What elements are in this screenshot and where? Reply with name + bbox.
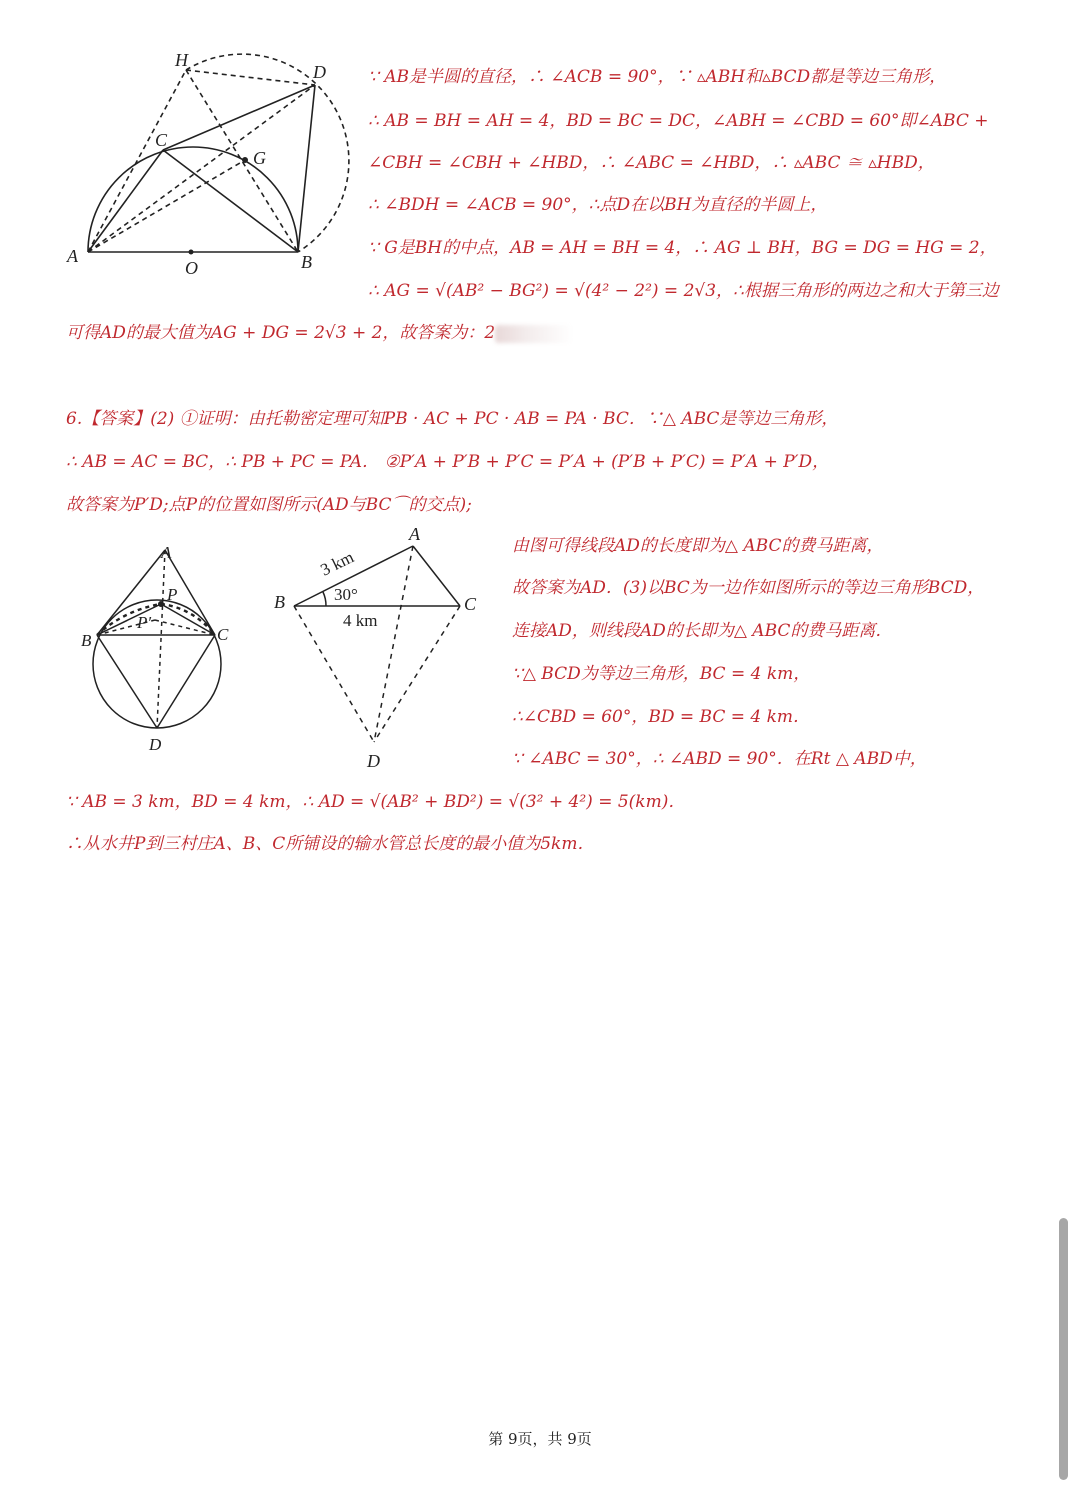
answer-heading-line: 6.【答案】(2) ①证明：由托勒密定理可知PB · AC + PC · AB = PA · BC．∵△ ABC是等边三角形， [66, 409, 839, 429]
label-A: A [67, 246, 78, 266]
scrollbar[interactable] [1059, 1218, 1068, 1480]
label-angle: 30° [334, 585, 358, 604]
text-line: ∵△ BCD为等边三角形，BC = 4 km， [512, 664, 811, 684]
answer-text: 可得AD的最大值为AG + DG = 2√3 + 2，故答案为：2 [66, 323, 496, 343]
label-D: D [313, 62, 326, 82]
label-P-prime: P′ [137, 613, 152, 632]
text-line-answer [66, 318, 573, 343]
label-B: B [274, 592, 285, 612]
figure-semicircle [55, 40, 365, 290]
text-line: ∴ AB = AC = BC，∴ PB + PC = PA． ②P′A + P′B + P′C = P′A + (P′B + P′C) = P′A + P′D， [66, 452, 830, 472]
text-line: ∵ AB是半圆的直径，∴ ∠ACB = 90°，∵ ▵ABH和▵BCD都是等边三角形， [368, 67, 947, 87]
page-number: 第 9页，共 9页 [488, 1430, 592, 1448]
text-line: 由图可得线段AD的长度即为△ ABC的费马距离， [512, 536, 884, 556]
label-B: B [301, 252, 312, 272]
text-line: ∵ AB = 3 km，BD = 4 km，∴ AD = √(AB² + BD²) = √(3² + 4²) = 5(km)． [66, 792, 686, 812]
text-line: ∴ AG = √(AB² − BG²) = √(4² − 2²) = 2√3，∴根据三角形的两边之和大于第三边 [368, 281, 999, 301]
text-line: 故答案为P′D;点P的位置如图所示(AD与BC⌒的交点); [66, 495, 472, 515]
text-line: ∵ ∠ABC = 30°，∴ ∠ABD = 90°．在Rt △ ABD中， [512, 749, 927, 769]
figure-villages [268, 520, 498, 775]
label-C: C [217, 625, 229, 644]
label-bc-length: 4 km [343, 611, 378, 630]
text-line: ∴从水井P到三村庄A、B、C所铺设的输水管总长度的最小值为5km． [66, 834, 595, 854]
text-line: ∴ AB = BH = AH = 4，BD = BC = DC，∠ABH = ∠CBD = 60°即∠ABC + [368, 111, 989, 131]
label-C: C [464, 594, 477, 614]
text-line: ∴∠CBD = 60°，BD = BC = 4 km． [512, 707, 811, 727]
text-line: ∴ ∠BDH = ∠ACB = 90°，∴点D在以BH为直径的半圆上， [368, 195, 828, 215]
label-C: C [155, 130, 168, 150]
label-H: H [175, 50, 188, 70]
blurred-answer [495, 325, 573, 343]
label-A: A [161, 543, 172, 562]
text-line: 连接AD，则线段AD的长即为△ ABC的费马距离． [512, 621, 893, 641]
label-P: P [167, 585, 178, 604]
label-D: D [149, 735, 162, 754]
text-line: 故答案为AD．(3)以BC为一边作如图所示的等边三角形BCD， [512, 578, 985, 598]
label-G: G [253, 148, 266, 168]
label-B: B [81, 631, 92, 650]
label-A: A [409, 524, 420, 544]
label-D: D [367, 751, 380, 771]
label-O: O [185, 258, 198, 278]
text-line: ∠CBH = ∠CBH + ∠HBD，∴ ∠ABC = ∠HBD，∴ ▵ABC ≅ ▵HBD， [368, 153, 935, 173]
figure-fermat-circle [75, 540, 245, 760]
label-ab-length: 3 km [317, 547, 357, 580]
text-line: ∵ G是BH的中点，AB = AH = BH = 4，∴ AG ⊥ BH，BG = DG = HG = 2， [368, 238, 997, 258]
